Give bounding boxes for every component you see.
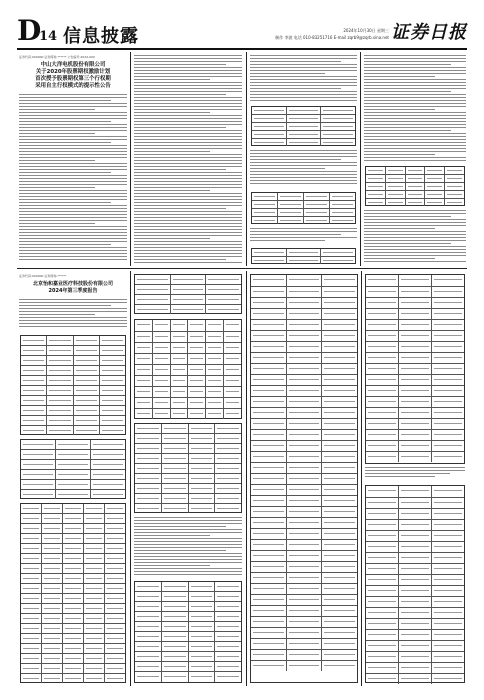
body-text-column [19, 299, 127, 333]
body-text-column [250, 150, 357, 190]
data-table [134, 423, 242, 513]
masthead-rule [17, 48, 467, 50]
column-divider [130, 271, 131, 686]
body-text-column [250, 228, 357, 248]
column-divider [246, 52, 247, 266]
data-table [251, 192, 356, 224]
data-table [134, 274, 242, 314]
notice-title-line: 首次授予股票期权第三个行权期 [35, 76, 111, 82]
cash-flow-table [365, 274, 465, 464]
body-text-column [134, 55, 242, 263]
top-section [17, 52, 467, 266]
page-letter: D [17, 14, 42, 47]
financial-table [20, 439, 126, 499]
editor-contact: 制作 李波 电话 010-83251716 E-mail zqrb9@zqrb.sina.net [275, 35, 389, 40]
cash-flow-table [365, 485, 465, 683]
body-text-column [364, 55, 466, 163]
page-number: 14 [39, 29, 58, 44]
data-table [365, 166, 465, 206]
column-divider [360, 52, 361, 266]
report-title-line: 北京怡和嘉业医疗科技股份有限公司 [32, 281, 113, 287]
notice-code-line: 证券代码:000000 证券简称:****** 公告编号:2024-000 [19, 55, 95, 59]
data-table [134, 319, 242, 419]
column-divider [361, 271, 362, 686]
body-text-column [250, 55, 357, 103]
column-divider [246, 271, 247, 686]
report-code-line: 证券代码:000000 证券简称:****** [19, 274, 67, 278]
masthead [17, 16, 467, 48]
issue-date: 2024年10月30日 星期三 [343, 28, 389, 33]
section-title: 信息披露 [63, 26, 139, 47]
data-table [251, 248, 356, 264]
section-divider [17, 268, 467, 269]
column-divider [130, 52, 131, 266]
newspaper-logo: 证券日报 [391, 22, 467, 43]
body-text-column [364, 210, 466, 264]
bottom-section [17, 271, 467, 686]
report-header-bottom [19, 274, 127, 295]
financial-table [20, 503, 126, 683]
notice-title-line: 关于2020年股票期权激励计划 [35, 69, 111, 75]
body-text-column [365, 467, 465, 483]
balance-sheet-table [250, 274, 358, 683]
notice-title-line: 中山大洋电机股份有限公司 [40, 62, 106, 68]
notice-title-line: 采用自主行权模式的提示性公告 [35, 83, 111, 89]
financial-table [20, 335, 126, 435]
body-text-column [19, 94, 127, 264]
data-table [251, 106, 356, 146]
body-text-column [134, 517, 242, 577]
data-table [134, 581, 242, 683]
notice-header-top [19, 55, 127, 90]
report-title-line: 2024年第三季度报告 [48, 288, 98, 294]
